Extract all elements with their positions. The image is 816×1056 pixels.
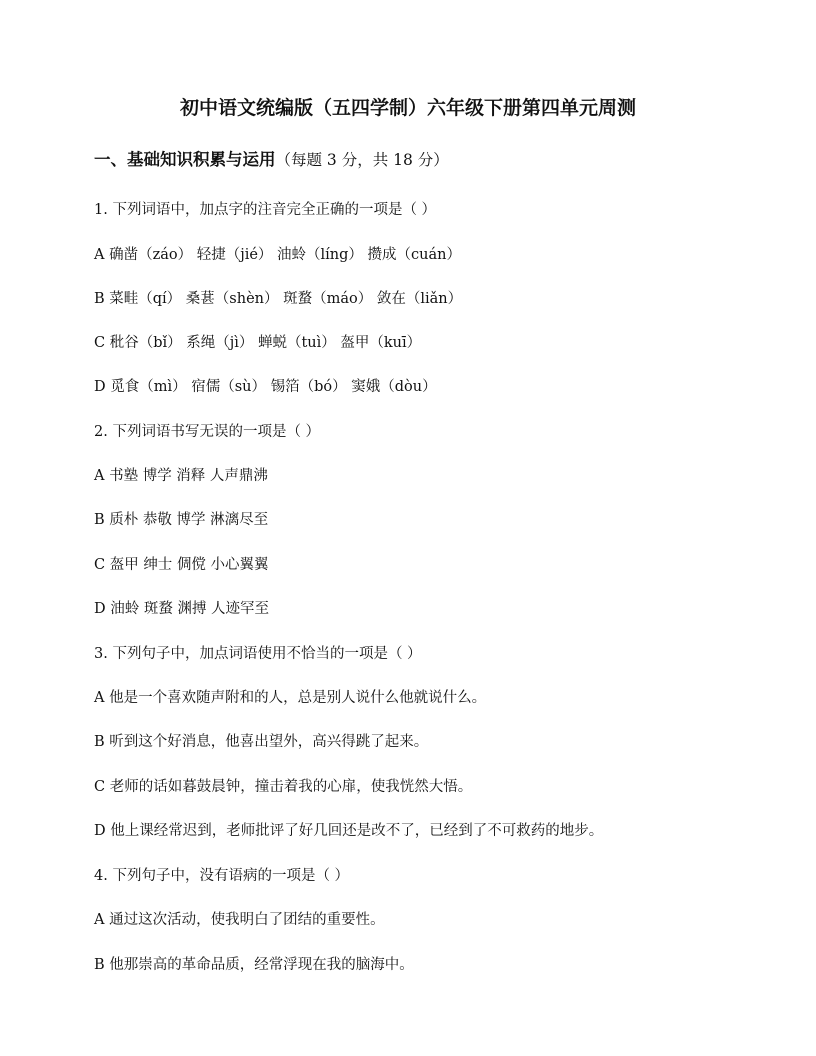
section-score-note: （每题 3 分，共 18 分） xyxy=(275,151,449,169)
question-2-option-a: A 书塾 博学 消释 人声鼎沸 xyxy=(94,468,268,484)
question-2-option-b: B 质朴 恭敬 博学 淋漓尽至 xyxy=(94,512,269,528)
question-3-option-c: C 老师的话如暮鼓晨钟，撞击着我的心扉，使我恍然大悟。 xyxy=(94,779,473,795)
question-2-option-c: C 盔甲 绅士 倜傥 小心翼翼 xyxy=(94,557,269,573)
question-1-option-d: D 觅食（mì） 宿儒（sù） 锡箔（bó） 窦娥（dòu） xyxy=(94,379,437,395)
question-3-stem: 3. 下列句子中，加点词语使用不恰当的一项是（ ） xyxy=(94,646,422,662)
question-1-stem: 1. 下列词语中，加点字的注音完全正确的一项是（ ） xyxy=(94,202,437,218)
question-3-option-a: A 他是一个喜欢随声附和的人，总是别人说什么他就说什么。 xyxy=(94,690,487,706)
section-heading-text: 一、基础知识积累与运用 xyxy=(94,150,276,169)
question-3-option-d: D 他上课经常迟到，老师批评了好几回还是改不了，已经到了不可救药的地步。 xyxy=(94,823,604,839)
question-4-stem: 4. 下列句子中，没有语病的一项是（ ） xyxy=(94,868,350,884)
question-2-stem: 2. 下列词语书写无误的一项是（ ） xyxy=(94,424,321,440)
question-3-option-b: B 听到这个好消息，他喜出望外，高兴得跳了起来。 xyxy=(94,734,429,750)
document-title: 初中语文统编版（五四学制）六年级下册第四单元周测 xyxy=(179,97,636,119)
question-4-option-b: B 他那崇高的革命品质，经常浮现在我的脑海中。 xyxy=(94,957,414,973)
question-4-option-a: A 通过这次活动，使我明白了团结的重要性。 xyxy=(94,912,385,928)
question-2-option-d: D 油蛉 斑蝥 渊搏 人迹罕至 xyxy=(94,601,270,617)
question-1-option-b: B 菜畦（qí） 桑葚（shèn） 斑蝥（máo） 敛在（liǎn） xyxy=(94,291,463,307)
section-heading xyxy=(94,147,449,173)
question-1-option-c: C 秕谷（bǐ） 系绳（jì） 蝉蜕（tuì） 盔甲（kuī） xyxy=(94,335,422,351)
question-1-option-a: A 确凿（záo） 轻捷（jié） 油蛉（líng） 攒成（cuán） xyxy=(94,247,461,263)
